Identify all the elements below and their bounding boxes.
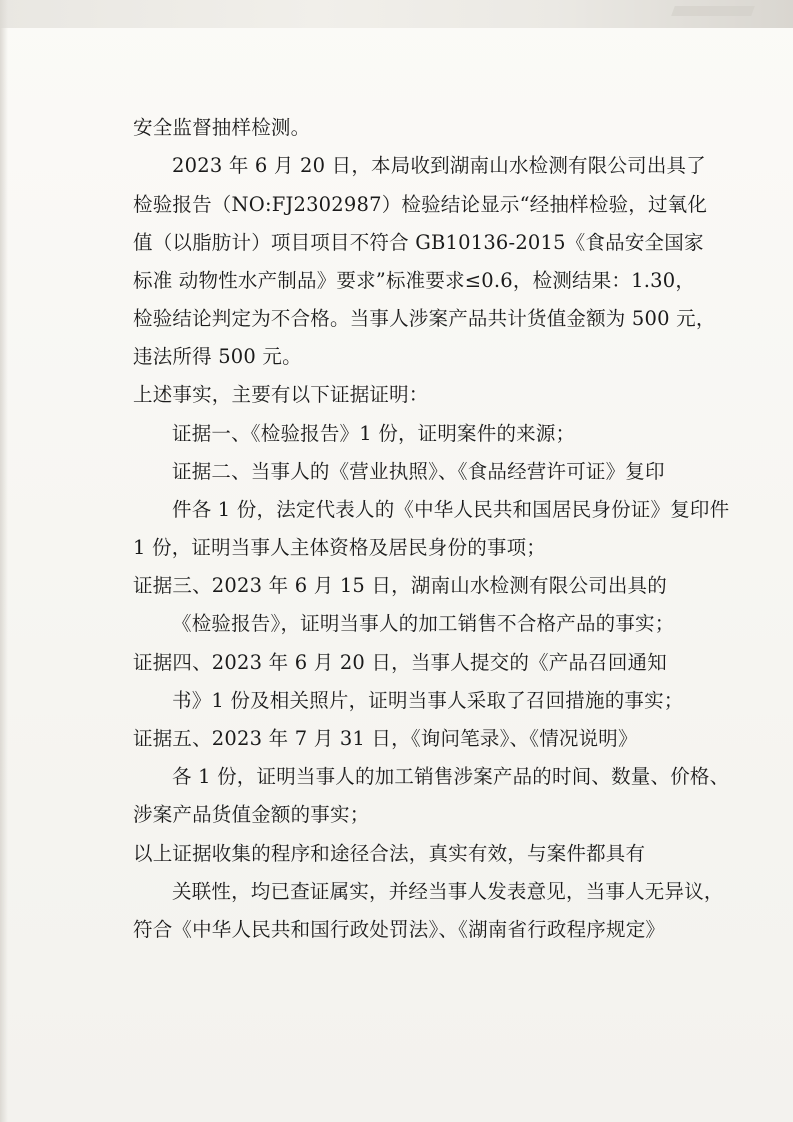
text-line: 书》1 份及相关照片，证明当事人采取了召回措施的事实； <box>172 689 684 712</box>
text-line: 值（以脂肪计）项目项目不符合 GB10136-2015《食品安全国家 <box>133 231 704 254</box>
text-line: 检验结论判定为不合格。当事人涉案产品共计货值金额为 500 元， <box>133 307 716 330</box>
text-line: 证据四、2023 年 6 月 20 日，当事人提交的《产品召回通知 <box>133 651 667 674</box>
text-line: 证据三、2023 年 6 月 15 日，湖南山水检测有限公司出具的 <box>133 574 667 597</box>
text-line: 2023 年 6 月 20 日，本局收到湖南山水检测有限公司出具了 <box>172 154 706 177</box>
text-line: 以上证据收集的程序和途径合法，真实有效，与案件都具有 <box>133 842 646 865</box>
text-line: 涉案产品货值金额的事实； <box>133 803 370 826</box>
text-line: 符合《中华人民共和国行政处罚法》、《湖南省行政程序规定》 <box>133 918 666 941</box>
scan-shadow-top <box>0 0 793 28</box>
text-line: 关联性，均已查证属实，并经当事人发表意见，当事人无异议， <box>172 880 724 903</box>
text-line: 《检验报告》，证明当事人的加工销售不合格产品的事实； <box>172 612 675 635</box>
scan-shadow-left <box>0 0 8 1122</box>
text-line: 检验报告（NO:FJ2302987）检验结论显示“经抽样检验，过氧化 <box>133 193 708 216</box>
text-line: 证据五、2023 年 7 月 31 日，《询问笔录》、《情况说明》 <box>133 727 638 750</box>
text-line: 违法所得 500 元。 <box>133 345 302 368</box>
text-line: 件各 1 份，法定代表人的《中华人民共和国居民身份证》复印件 <box>172 498 730 521</box>
text-line: 证据一、《检验报告》1 份，证明案件的来源； <box>172 422 576 445</box>
text-line: 安全监督抽样检测。 <box>133 116 311 139</box>
text-line: 证据二、当事人的《营业执照》、《食品经营许可证》复印 <box>172 460 665 483</box>
text-line: 标准 动物性水产制品》要求”标准要求≤0.6，检测结果：1.30， <box>133 269 696 292</box>
text-line: 各 1 份，证明当事人的加工销售涉案产品的时间、数量、价格、 <box>172 765 730 788</box>
text-line: 1 份，证明当事人主体资格及居民身份的事项； <box>133 536 547 559</box>
text-line: 上述事实，主要有以下证据证明： <box>133 383 429 406</box>
